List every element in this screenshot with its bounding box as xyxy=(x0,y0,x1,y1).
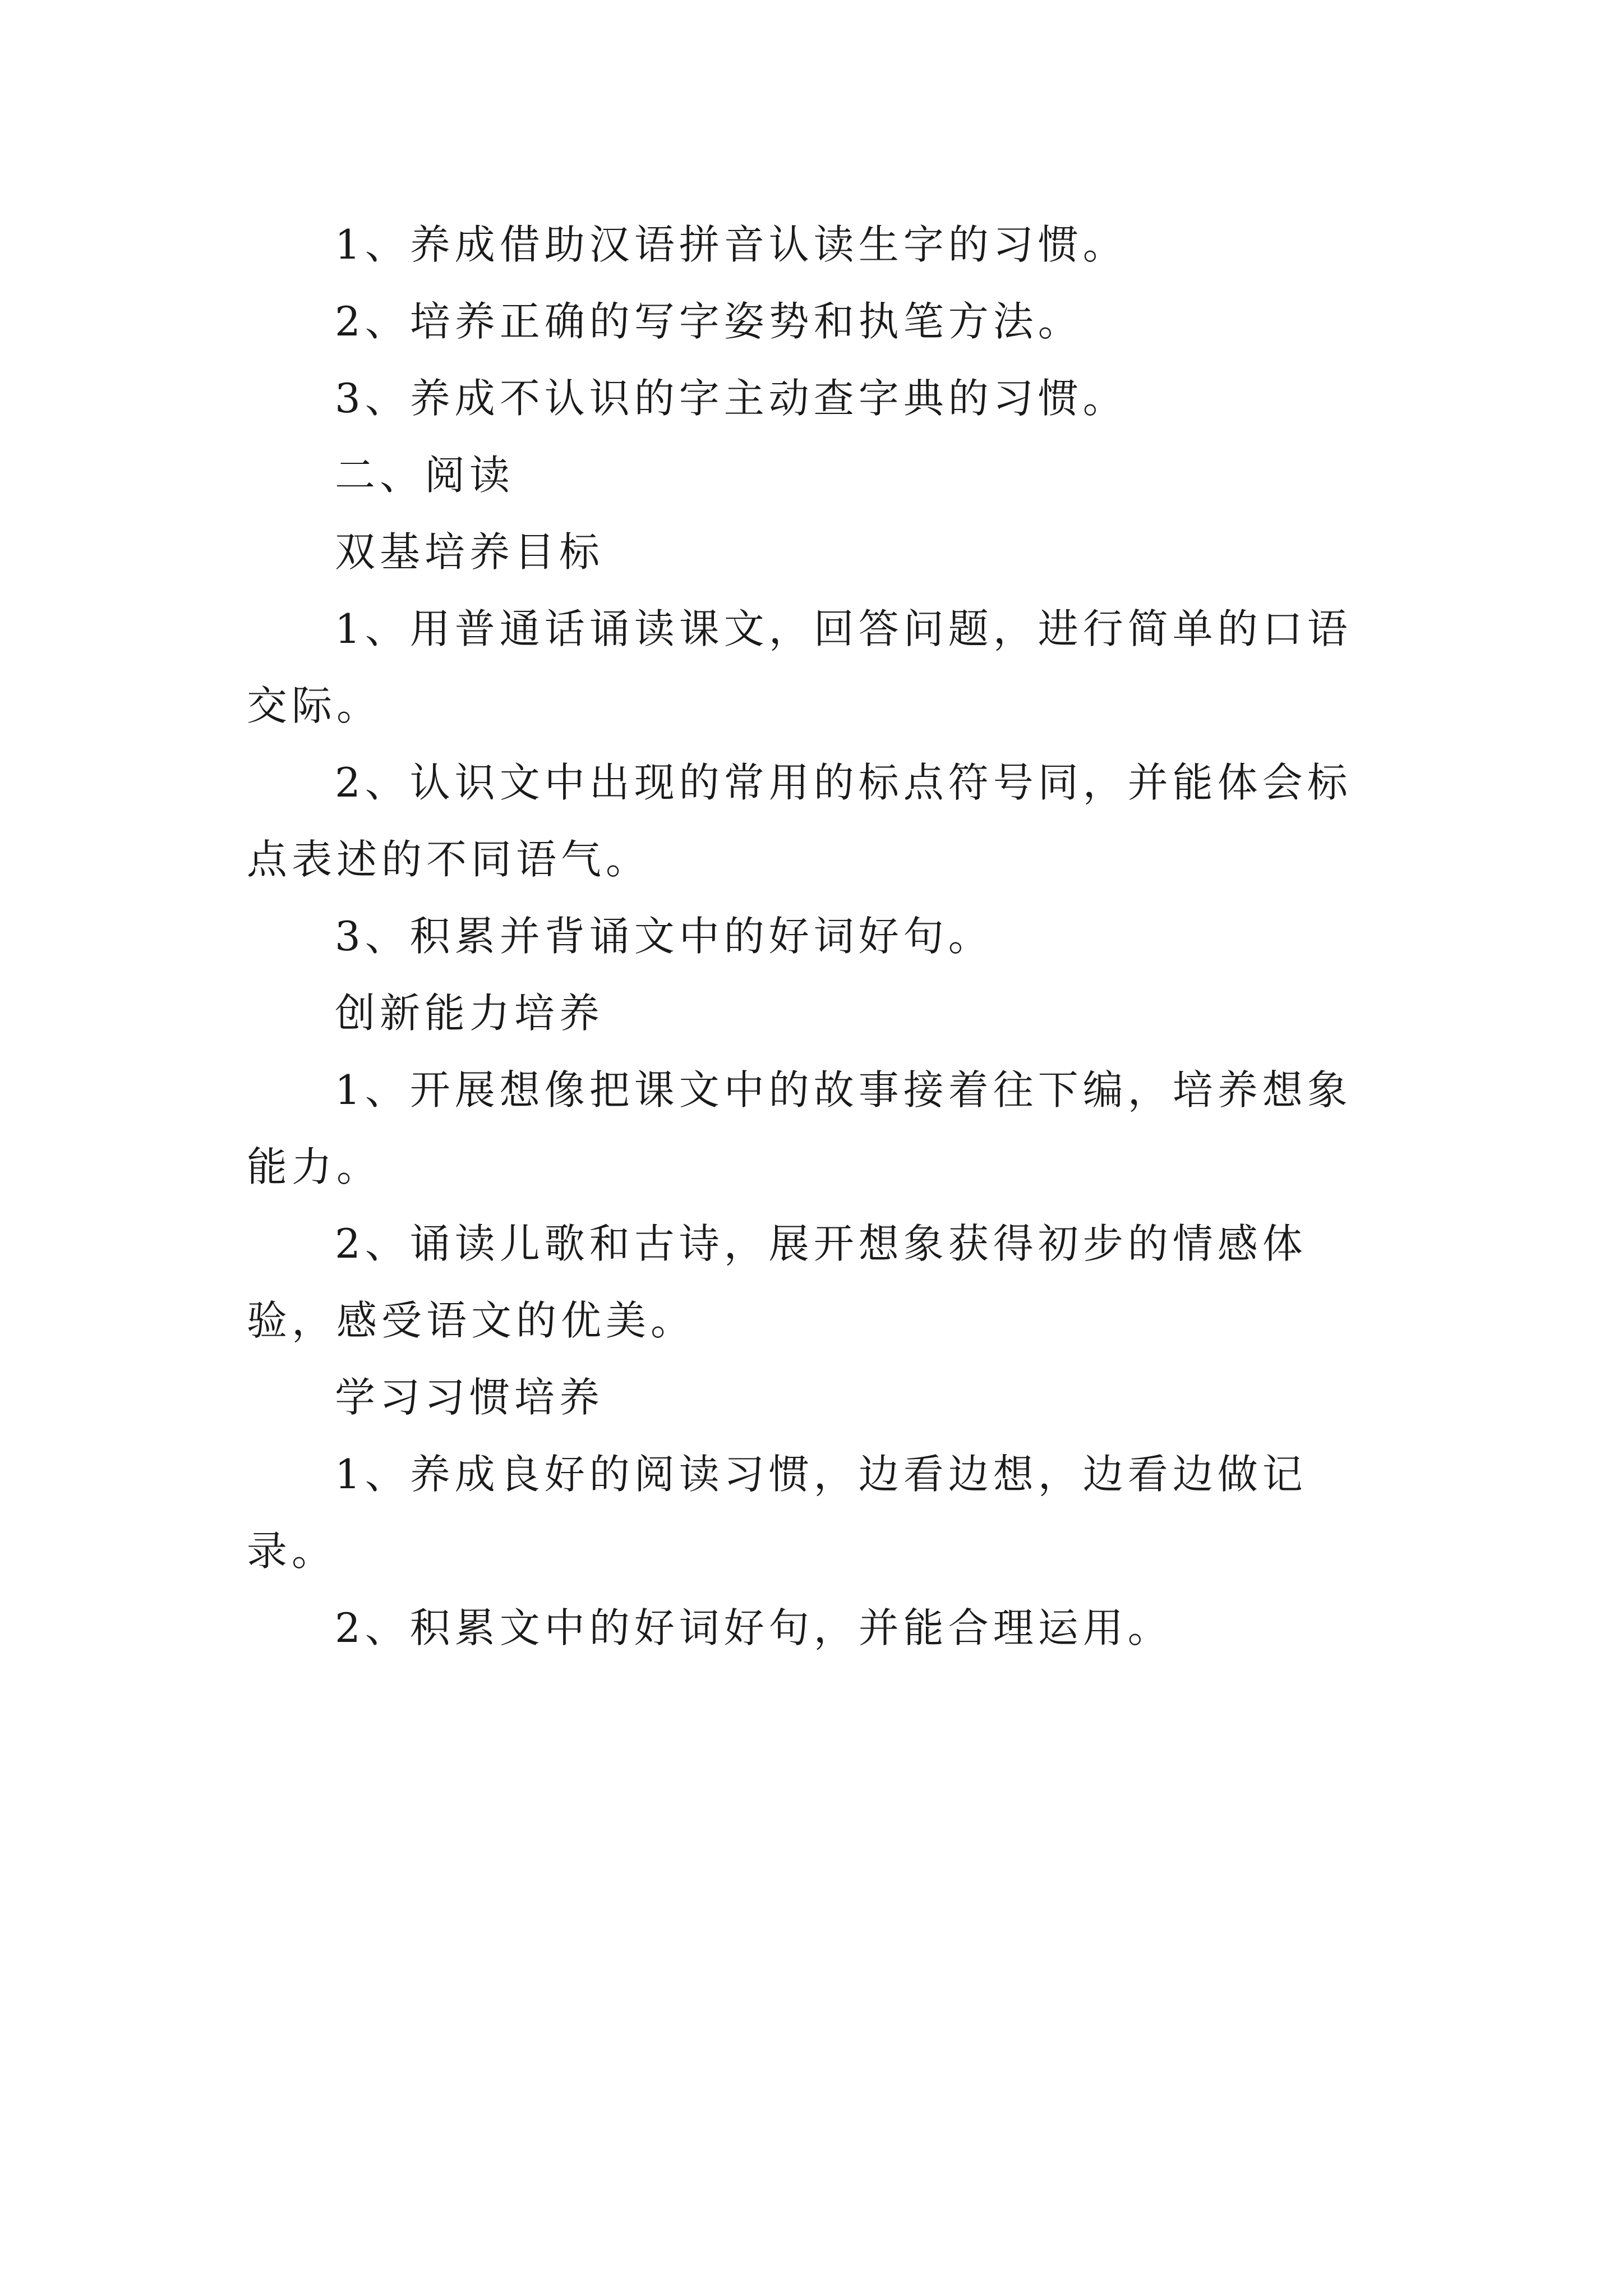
paragraph-basic-goal-1: 1、用普通话诵读课文，回答问题，进行简单的口语交际。 xyxy=(247,605,1352,729)
paragraph-study-habit-1: 1、养成良好的阅读习惯，边看边想，边看边做记录。 xyxy=(247,1451,1307,1575)
subheading-basic-goals: 双基培养目标 xyxy=(335,528,605,576)
paragraph-habit-writing-posture: 2、培养正确的写字姿势和执笔方法。 xyxy=(335,298,1083,345)
subheading-innovation: 创新能力培养 xyxy=(335,990,605,1037)
paragraph-habit-dictionary: 3、养成不认识的字主动查字典的习惯。 xyxy=(335,375,1128,422)
paragraph-study-habit-2: 2、积累文中的好词好句，并能合理运用。 xyxy=(335,1604,1173,1651)
subheading-study-habits: 学习习惯培养 xyxy=(335,1374,605,1421)
paragraph-habit-pinyin: 1、养成借助汉语拼音认读生字的习惯。 xyxy=(335,221,1128,268)
paragraph-innovation-2: 2、诵读儿歌和古诗，展开想象获得初步的情感体验，感受语文的优美。 xyxy=(247,1220,1307,1344)
paragraph-innovation-1: 1、开展想像把课文中的故事接着往下编，培养想象能力。 xyxy=(247,1066,1352,1190)
section-heading-reading: 二、阅读 xyxy=(335,452,515,499)
paragraph-basic-goal-2: 2、认识文中出现的常用的标点符号同，并能体会标点表述的不同语气。 xyxy=(247,759,1352,883)
paragraph-basic-goal-3: 3、积累并背诵文中的好词好句。 xyxy=(335,913,993,960)
document-body xyxy=(247,206,1387,1667)
